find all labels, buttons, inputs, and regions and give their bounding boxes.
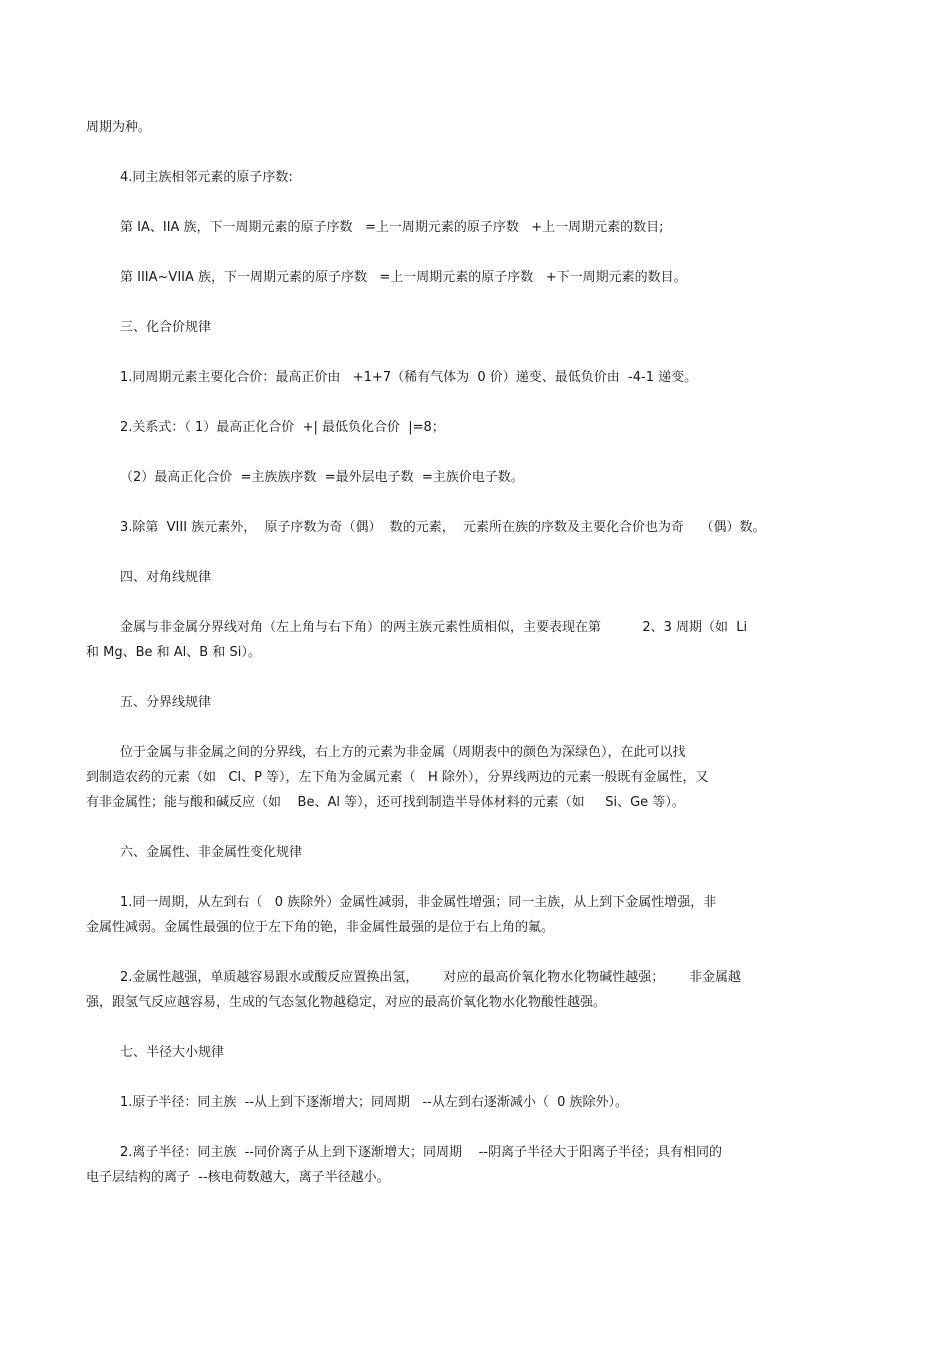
text-line: 2.金属性越强，单质越容易跟水或酸反应置换出氢， 对应的最高价氧化物水化物碱性越强； 非金属越 (120, 970, 741, 985)
text-line: 到制造农药的元素（如 Cl、P 等），左下角为金属元素（ H 除外），分界线两边的元素一般既有金属性，又 (86, 770, 709, 785)
text-line: 强，跟氢气反应越容易，生成的气态氢化物越稳定，对应的最高价氧化物水化物酸性越强。 (86, 995, 607, 1010)
section-heading: 六、金属性、非金属性变化规律 (120, 845, 303, 860)
section-heading: 七、半径大小规律 (120, 1045, 225, 1060)
text-line: 金属性减弱。金属性最强的位于左下角的铯，非金属性最强的是位于右上角的氟。 (86, 920, 555, 935)
text-line: 3.除第 VIII 族元素外， 原子序数为奇（偶） 数的元素， 元素所在族的序数及主要化合价也为奇 （偶）数。 (120, 520, 766, 535)
text-line: 4.同主族相邻元素的原子序数: (120, 170, 293, 185)
text-line: 第 IIIA~VIIA 族，下一周期元素的原子序数 =上一周期元素的原子序数 +下一周期元素的数目。 (120, 270, 687, 285)
text-line: 2.离子半径：同主族 --同价离子从上到下逐渐增大；同周期 --阴离子半径大于阳离子半径；具有相同的 (120, 1145, 722, 1160)
text-line: 和 Mg、Be 和 Al、B 和 Si）。 (86, 645, 261, 660)
text-line: 位于金属与非金属之间的分界线，右上方的元素为非金属（周期表中的颜色为深绿色），在此可以找 (120, 745, 686, 760)
text-line: 有非金属性；能与酸和碱反应（如 Be、Al 等），还可找到制造半导体材料的元素（如 Si、Ge 等）。 (86, 795, 685, 810)
text-line: 第 IA、IIA 族，下一周期元素的原子序数 =上一周期元素的原子序数 +上一周期元素的数目; (120, 220, 664, 235)
text-line: 1.同一周期，从左到右（ 0 族除外）金属性减弱，非金属性增强；同一主族，从上到下金属性增强，非 (120, 895, 717, 910)
text-line: 1.原子半径：同主族 --从上到下逐渐增大；同周期 --从左到右逐渐减小（ 0 族除外）。 (120, 1095, 628, 1110)
text-line: （2）最高正化合价 =主族族序数 =最外层电子数 =主族价电子数。 (120, 470, 524, 485)
text-line: 周期为种。 (86, 120, 152, 135)
text-line: 1.同周期元素主要化合价：最高正价由 +1+7（稀有气体为 0 价）递变、最低负价由 -4-1 递变。 (120, 370, 698, 385)
text-line: 电子层结构的离子 --核电荷数越大，离子半径越小。 (86, 1170, 390, 1185)
section-heading: 五、分界线规律 (120, 695, 212, 710)
section-heading: 三、化合价规律 (120, 320, 212, 335)
text-line: 2.关系式：（ 1）最高正化合价 +| 最低负化合价 |=8； (120, 420, 445, 435)
text-line: 金属与非金属分界线对角（左上角与右下角）的两主族元素性质相似，主要表现在第 2、3 周期（如 Li (120, 620, 748, 635)
section-heading: 四、对角线规律 (120, 570, 212, 585)
